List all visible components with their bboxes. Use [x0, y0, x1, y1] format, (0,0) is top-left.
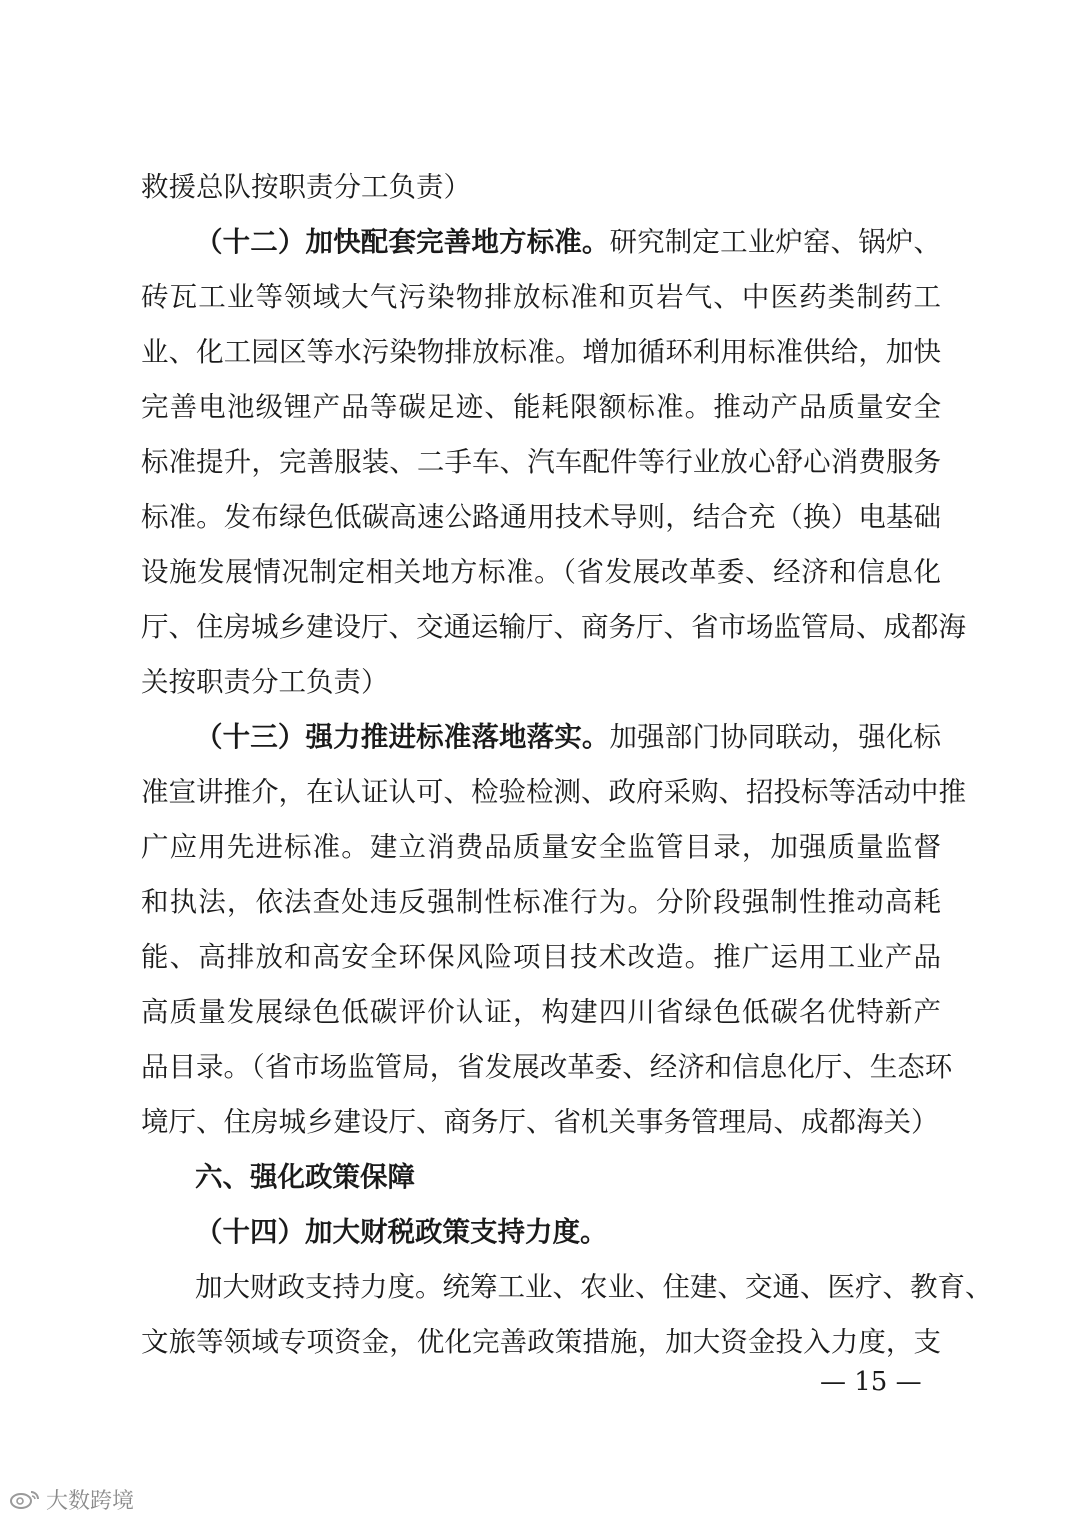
text-line: 加大财政支持力度。统筹工业、农业、住建、交通、医疗、教育、 [195, 1271, 993, 1303]
text-line: 标准。发布绿色低碳高速公路通用技术导则，结合充（换）电基础 [141, 501, 941, 533]
text-line: 准宣讲推介，在认证认可、检验检测、政府采购、招投标等活动中推 [141, 776, 966, 808]
watermark [8, 1484, 134, 1514]
text-line: 和执法，依法查处违反强制性标准行为。分阶段强制性推动高耗 [141, 886, 941, 918]
text-line: 境厅、住房城乡建设厅、商务厅、省机关事务管理局、成都海关） [141, 1106, 939, 1138]
text-line: 能、高排放和高安全环保风险项目技术改造。推广运用工业产品 [141, 941, 941, 973]
watermark-text: 大数跨境 [46, 1488, 135, 1514]
text-line: 标准提升，完善服装、二手车、汽车配件等行业放心舒心消费服务 [141, 446, 941, 478]
section-heading: （十四）加大财税政策支持力度。 [195, 1216, 608, 1248]
page-number: — 15 — [820, 1367, 922, 1397]
text-line [195, 1212, 941, 1252]
text-line: 厅、住房城乡建设厅、交通运输厅、商务厅、省市场监管局、成都海 [141, 611, 966, 643]
text-line: 文旅等领域专项资金，优化完善政策措施，加大资金投入力度，支 [141, 1326, 941, 1358]
text-line: 品目录。（省市场监管局，省发展改革委、经济和信息化厅、生态环 [141, 1051, 953, 1083]
text-line: 砖瓦工业等领域大气污染物排放标准和页岩气、中医药类制药工 [141, 281, 941, 313]
text-line: 关按职责分工负责） [141, 666, 389, 698]
section-heading: （十二）加快配套完善地方标准。 [195, 226, 610, 258]
weibo-logo-icon [8, 1488, 42, 1510]
text-line: 设施发展情况制定相关地方标准。（省发展改革委、经济和信息化 [141, 556, 941, 588]
text-line: 高质量发展绿色低碳评价认证，构建四川省绿色低碳名优特新产 [141, 996, 941, 1028]
chapter-heading: 六、强化政策保障 [195, 1161, 415, 1193]
text-line: （十三）强力推进标准落地落实。加强部门协同联动，强化标 [195, 721, 942, 753]
text-line: （十二）加快配套完善地方标准。研究制定工业炉窑、锅炉、 [195, 226, 942, 258]
text-line: 完善电池级锂产品等碳足迹、能耗限额标准。推动产品质量安全 [141, 391, 941, 423]
text-line: 广应用先进标准。建立消费品质量安全监管目录，加强质量监督 [141, 831, 941, 863]
text-line: 救援总队按职责分工负责） [141, 171, 471, 203]
text-line: 业、化工园区等水污染物排放标准。增加循环利用标准供给，加快 [141, 336, 941, 368]
section-heading: （十三）强力推进标准落地落实。 [195, 721, 610, 753]
